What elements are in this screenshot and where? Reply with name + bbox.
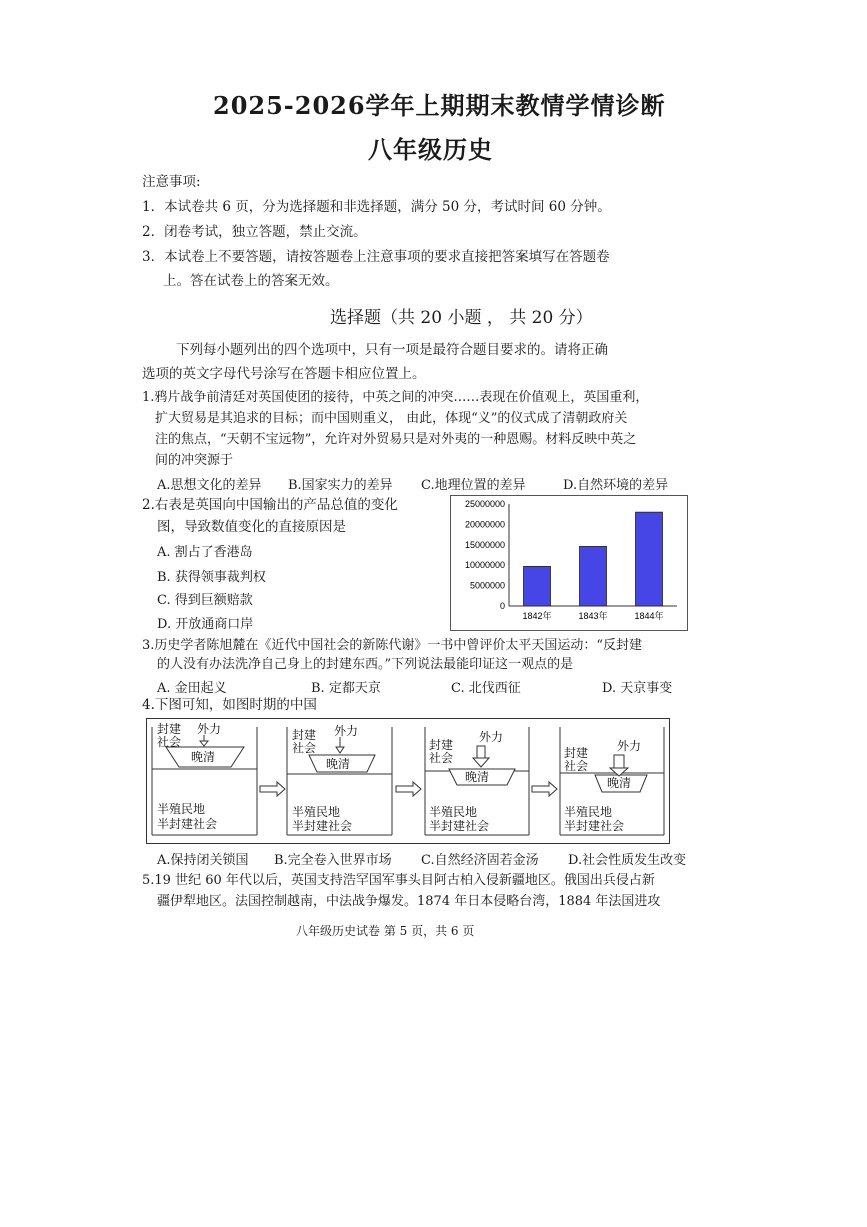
diagram-arrow-1-icon	[260, 782, 285, 796]
diagram-arrow-2-icon	[396, 782, 421, 796]
question-3-line: 3.历史学者陈旭麓在《近代中国社会的新陈代谢》一书中曾评价太平天国运动：“反封建	[142, 638, 643, 653]
diagram-label-semi-colonial: 半殖民地	[429, 805, 478, 819]
diagram-label-semi-colonial: 半殖民地	[157, 802, 206, 816]
chart-y-tick-label: 10000000	[464, 560, 505, 571]
diagram-label-late-qing: 晚清	[607, 776, 632, 790]
chart-x-tick-label: 1843年	[578, 611, 608, 621]
question-2-line: 图，导致数值变化的直接原因是	[157, 519, 346, 535]
diagram-label-external: 外力	[617, 739, 642, 753]
question-3-option-b[interactable]: B. 定都天京	[311, 681, 381, 696]
diagram-label-society: 社会	[429, 751, 454, 765]
exam-subject: 八年级历史	[368, 135, 493, 164]
chart-y-tick-label: 20000000	[464, 519, 505, 530]
question-4-option-c[interactable]: C.自然经济固若金汤	[421, 853, 539, 868]
notes-heading: 注意事项:	[142, 174, 201, 190]
diagram-arrow-3-icon	[532, 782, 557, 796]
question-4-option-a[interactable]: A.保持闭关锁国	[157, 853, 249, 868]
question-1-option-c[interactable]: C.地理位置的差异	[421, 478, 526, 493]
diagram-label-late-qing: 晚清	[465, 770, 490, 784]
question-1-line: 扩大贸易是其追求的目标；而中国则重义， 由此，体现“义”的仪式成了清朝政府关	[155, 411, 628, 426]
diagram-panel-1	[152, 721, 257, 835]
diagram-label-semi-colonial: 半殖民地	[564, 805, 613, 819]
question-1-option-b[interactable]: B.国家实力的差异	[288, 478, 393, 493]
chart-bar	[636, 512, 663, 606]
diagram-label-society: 社会	[564, 759, 589, 773]
diagram-label-late-qing: 晚清	[326, 757, 351, 771]
question-1-line: 注的焦点，“天朝不宝远物”，允许对外贸易只是对外夷的一种恩赐。材料反映中英之	[155, 432, 637, 447]
diagram-label-external: 外力	[479, 730, 504, 744]
question-2-option-a[interactable]: A. 割占了香港岛	[157, 545, 253, 560]
diagram-label-feudal: 封建	[157, 722, 182, 736]
question-4-option-d[interactable]: D.社会性质发生改变	[568, 853, 687, 868]
question-2-option-c[interactable]: C. 得到巨额赔款	[157, 593, 253, 608]
diagram-label-external: 外力	[334, 724, 359, 738]
question-2-option-d[interactable]: D. 开放通商口岸	[157, 617, 254, 632]
chart-bar	[580, 546, 607, 606]
diagram-panel-2	[287, 723, 392, 835]
export-value-bar-chart	[450, 495, 688, 631]
chart-y-tick-label: 15000000	[464, 539, 505, 550]
section-instruction: 下列每小题列出的四个选项中，只有一项是最符合题目要求的。请将正确	[176, 342, 608, 358]
diagram-label-semi-feudal: 半封建社会	[564, 819, 625, 833]
section-instruction: 选项的英文字母代号涂写在答题卡相应位置上。	[142, 366, 426, 382]
chart-y-tick-label: 25000000	[464, 499, 505, 509]
question-3-option-d[interactable]: D. 天京事变	[602, 681, 673, 696]
diagram-label-society: 社会	[157, 735, 182, 749]
diagram-label-semi-feudal: 半封建社会	[157, 817, 218, 831]
question-5-line: 5.19 世纪 60 年代以后，英国支持浩罕国军事头目阿古柏入侵新疆地区。俄国出兵侵占新	[142, 873, 655, 888]
diagram-label-society: 社会	[292, 741, 317, 755]
question-3-line: 的人没有办法洗净自己身上的封建东西。”下列说法最能印证这一观点的是	[157, 657, 574, 672]
note-item: 上。答在试卷上的答案无效。	[163, 273, 339, 289]
chart-y-tick-label: 0	[499, 601, 505, 611]
question-1-option-d[interactable]: D.自然环境的差异	[563, 478, 669, 493]
diagram-label-late-qing: 晚清	[191, 750, 216, 764]
chart-canvas	[451, 496, 687, 630]
diagram-label-semi-feudal: 半封建社会	[429, 819, 490, 833]
note-item: 3．本试卷上不要答题，请按答题卷上注意事项的要求直接把答案填写在答题卷	[142, 249, 610, 265]
question-1-line: 间的冲突源于	[155, 453, 234, 468]
section-title: 选择题（共 20 小题 ， 共 20 分）	[330, 308, 593, 328]
diagram-label-semi-feudal: 半封建社会	[292, 819, 353, 833]
question-2-option-b[interactable]: B. 获得领事裁判权	[157, 570, 266, 585]
question-4-option-b[interactable]: B.完全卷入世界市场	[274, 853, 392, 868]
note-item: 1．本试卷共 6 页，分为选择题和非选择题，满分 50 分，考试时间 60 分钟。	[142, 199, 611, 215]
society-transition-diagram	[146, 718, 670, 844]
exam-title: 2025-2026学年上期期末教情学情诊断	[213, 91, 666, 120]
diagram-label-feudal: 封建	[564, 746, 589, 760]
question-3-option-c[interactable]: C. 北伐西征	[451, 681, 521, 696]
diagram-label-feudal: 封建	[429, 738, 454, 752]
page-footer: 八年级历史试卷 第 5 页，共 6 页	[296, 924, 475, 938]
question-1-option-a[interactable]: A.思想文化的差异	[157, 478, 262, 493]
chart-x-tick-label: 1844年	[634, 611, 664, 621]
diagram-label-feudal: 封建	[292, 728, 317, 742]
question-5-line: 疆伊犁地区。法国控制越南，中法战争爆发。1874 年日本侵略台湾，1884 年法国进攻	[157, 894, 661, 909]
chart-y-tick-label: 5000000	[469, 580, 505, 591]
diagram-panel-3	[425, 727, 529, 835]
diagram-panel-4	[560, 727, 664, 835]
diagram-label-semi-colonial: 半殖民地	[292, 805, 341, 819]
question-1-line: 1.鸦片战争前清廷对英国使团的接待，中英之间的冲突……表现在价值观上，英国重利，	[142, 390, 649, 405]
chart-bar	[524, 566, 551, 606]
diagram-label-external: 外力	[197, 722, 222, 736]
question-2-line: 2.右表是英国向中国输出的产品总值的变化	[142, 497, 398, 513]
question-3-option-a[interactable]: A. 金田起义	[157, 681, 227, 696]
chart-x-tick-label: 1842年	[522, 611, 552, 621]
note-item: 2．闭卷考试，独立答题，禁止交流。	[142, 224, 367, 240]
question-4-line: 4.下图可知，如图时期的中国	[142, 697, 317, 713]
